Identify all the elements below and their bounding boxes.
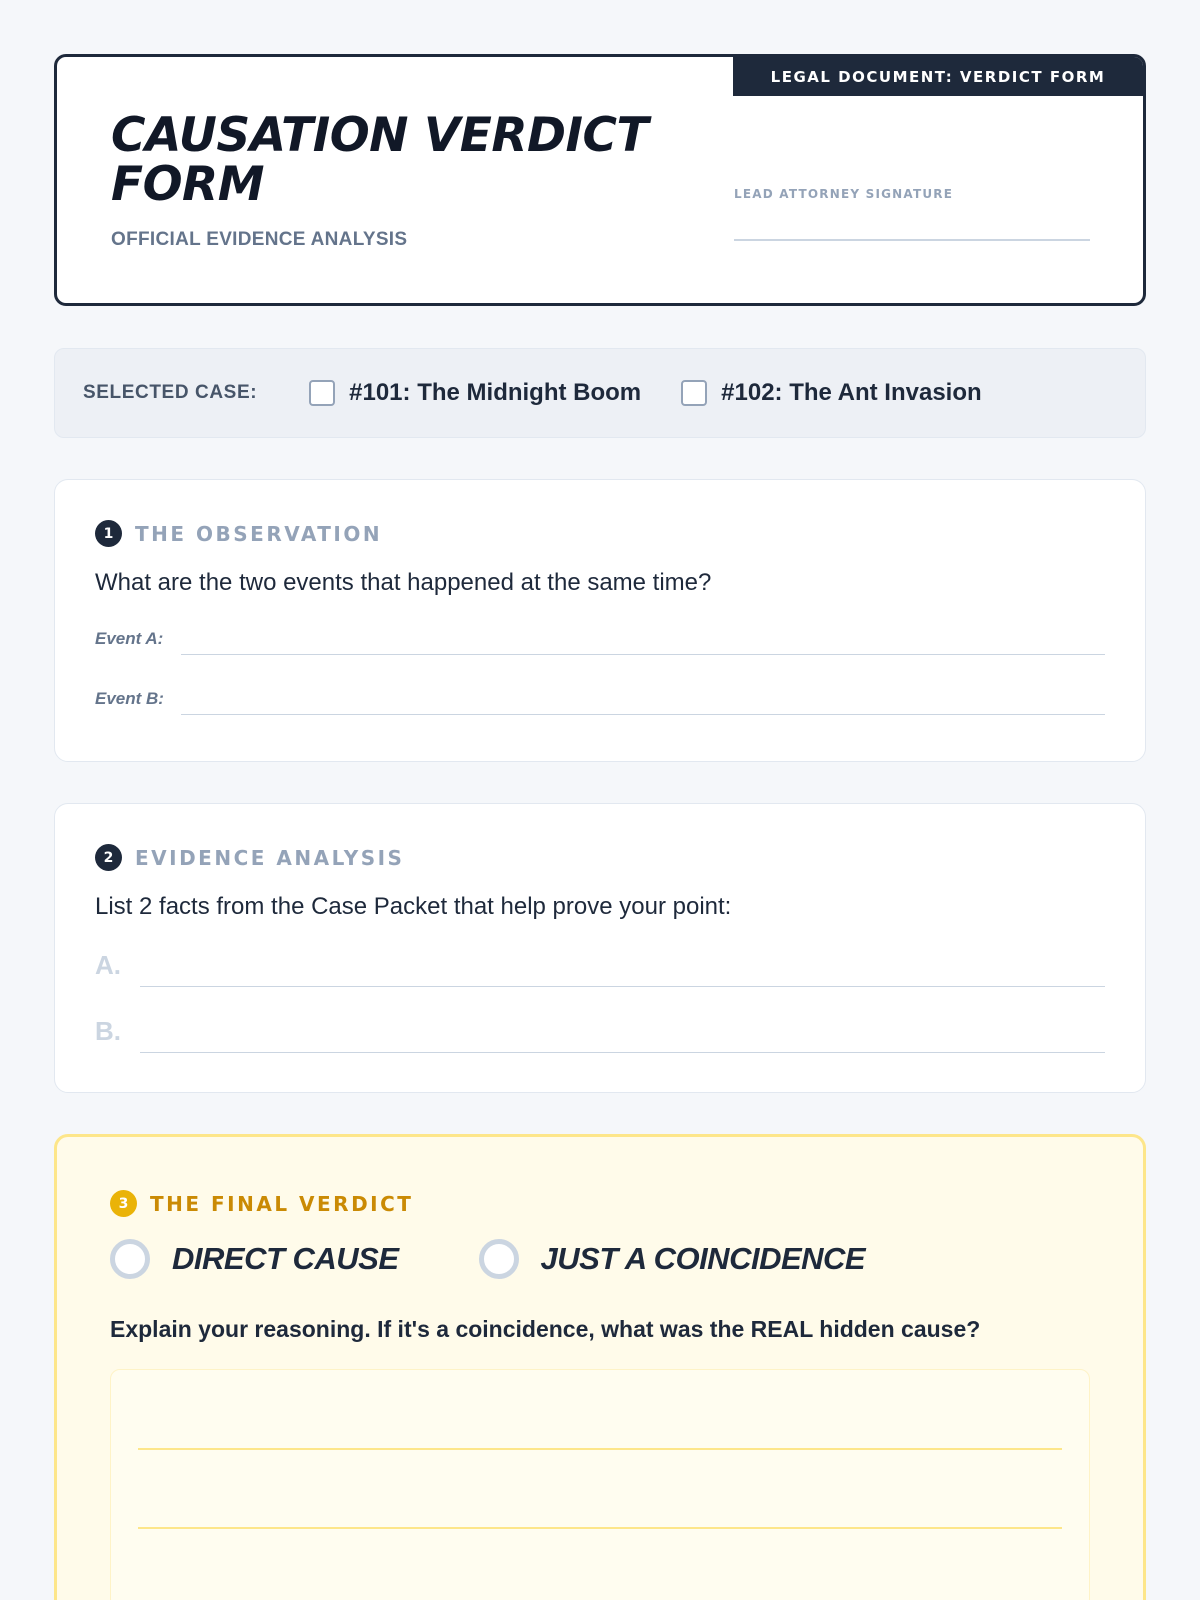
case-102-checkbox[interactable] (681, 380, 707, 406)
case-option-102[interactable] (681, 379, 982, 407)
direct-cause-radio[interactable] (110, 1239, 150, 1279)
event-b-label: Event B: (95, 689, 164, 708)
event-b-row (95, 679, 1105, 715)
evidence-question: List 2 facts from the Case Packet that help prove your point: (95, 893, 732, 920)
section-number-badge: 1 (95, 520, 122, 547)
section-number-badge: 3 (110, 1190, 137, 1217)
coincidence-radio[interactable] (479, 1239, 519, 1279)
fact-a-row (95, 943, 1105, 987)
document-type-tag: LEGAL DOCUMENT: VERDICT FORM (733, 57, 1143, 96)
header-card (54, 54, 1146, 306)
section-header (95, 844, 1105, 871)
reasoning-textarea[interactable] (110, 1369, 1090, 1600)
case-101-checkbox[interactable] (309, 380, 335, 406)
signature-line[interactable] (734, 239, 1090, 241)
fact-b-input[interactable] (140, 1017, 1105, 1053)
signature-block (734, 187, 1090, 241)
case-option-101[interactable] (309, 379, 641, 407)
event-a-label: Event A: (95, 629, 164, 648)
writing-line (138, 1527, 1062, 1529)
observation-section (54, 479, 1146, 762)
section-title: THE OBSERVATION (135, 521, 383, 546)
section-title: THE FINAL VERDICT (150, 1191, 414, 1216)
fact-a-label: A. (95, 950, 121, 980)
event-b-input[interactable] (181, 685, 1105, 715)
section-header (95, 520, 1105, 547)
case-option-label: #102: The Ant Invasion (721, 379, 982, 406)
signature-label: LEAD ATTORNEY SIGNATURE (734, 187, 954, 201)
fact-a-input[interactable] (140, 951, 1105, 987)
section-header (110, 1190, 1090, 1217)
event-a-row (95, 619, 1105, 655)
section-title: EVIDENCE ANALYSIS (135, 845, 405, 870)
verdict-option-label: JUST A COINCIDENCE (540, 1241, 866, 1276)
title-block (111, 108, 711, 251)
reasoning-prompt: Explain your reasoning. If it's a coincidence, what was the REAL hidden cause? (110, 1316, 981, 1342)
fact-b-label: B. (95, 1016, 121, 1046)
verdict-option-label: DIRECT CAUSE (172, 1241, 399, 1276)
evidence-section (54, 803, 1146, 1093)
verdict-option-coincidence[interactable] (479, 1239, 866, 1279)
event-a-input[interactable] (181, 625, 1105, 655)
page-subtitle: OFFICIAL EVIDENCE ANALYSIS (111, 229, 408, 250)
page-title: CAUSATION VERDICT FORM (111, 108, 649, 212)
case-option-label: #101: The Midnight Boom (349, 379, 642, 406)
writing-line (138, 1448, 1062, 1450)
section-number-badge: 2 (95, 844, 122, 871)
case-selector-label: SELECTED CASE: (83, 382, 258, 403)
verdict-section (54, 1134, 1146, 1600)
case-selector (54, 348, 1146, 438)
verdict-options (110, 1239, 1090, 1279)
observation-question: What are the two events that happened at the same time? (95, 569, 712, 596)
fact-b-row (95, 1009, 1105, 1053)
verdict-option-direct-cause[interactable] (110, 1239, 399, 1279)
